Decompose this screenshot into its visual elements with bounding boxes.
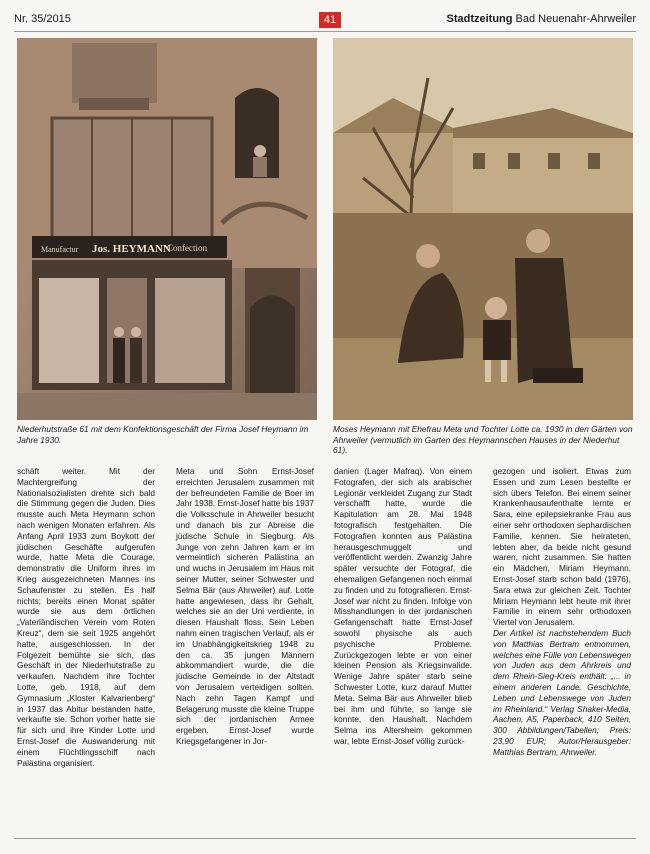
shop-facade-image: [17, 38, 317, 420]
column-2-text: Meta und Sohn Ernst-Josef erreichten Jerusalem zusammen mit der befreundeten Familie de Boer im Jahr 1938. Ernst-Josef hatte bis 1937 die Volksschule in Ahrweiler besucht und danach bis zur Abreise die jüdische Schule in Siegburg. Als Junge von zehn Jahren kam er im vermeintlich sicheren Palästina an und wuchs in Jerusalem im Haus mit seiner Mutter, seiner Schwester und Selma Bär (aus Ahrweiler) auf. Lotte hatte angewiesen, dass ihr Gehalt, welches sie an der Uni verdiente, in diesen Haushalt floss. Sein Leben nahm einen tragischen Verlauf, als er im Unabhängigkeitskrieg 1948 zu den ca. 35 jungen Männern abkommandiert wurde, die die jüdische Gemeinde in der Altstadt von Jerusalem verteidigen sollten. Nach zehn Tagen Kampf und Belagerung musste die kleine Truppe sich der jordanischen Armee ergeben. Ernst-Josef wurde Kriegsgefangener in Jor-: [176, 466, 314, 746]
issue-number: Nr. 35/2015: [14, 13, 71, 25]
newspaper-name-rest: Bad Neuenahr-Ahrweiler: [512, 13, 636, 25]
column-3-text: danien (Lager Mafraq). Von einem Fotografen, der sich als arabischer Legionär verkleidet Zugang zur Stadt verschafft hatte, wurde die Kapitulation am 28. Mai 1948 fotografisch festgehalten. Die Fotografien konnten aus Palästina herausgeschmuggelt und veröffentlicht werden. Zwanzig Jahre später versuchte der Fotograf, die ehemaligen Gefangenen noch einmal zu finden und zu fotografieren. Ernst-Josef war nicht zu finden. Infolge von Misshandlungen in der jordanischen Gefangenschaft hatte Ernst-Josef sowohl physische als auch psychische Probleme. Zurückgezogen lebte er von einer kleinen Pension als Kriegsinvalide. Wenige Jahre später starb seine Schwester Lotte, kurz darauf Mutter Meta. Selma Bär aus Ahrweiler blieb bei ihm und führte, so lange sie konnte, den Haushalt. Nachdem Selma ins Altersheim gekommen war, lebte Ernst-Josef völlig zurück-: [334, 466, 472, 746]
sign-main-text: Jos. HEYMANN: [92, 243, 171, 255]
sign-sub-text: Confection: [167, 243, 207, 253]
newspaper-name-bold: Stadtzeitung: [446, 13, 513, 25]
family-garden-image: [333, 38, 633, 420]
article-column-1: [17, 466, 155, 768]
article-column-3: [334, 466, 472, 747]
article-column-2: [176, 466, 314, 747]
caption-left: Niederhutstraße 61 mit dem Konfektionsgeschäft der Firma Josef Heymann im Jahre 1930.: [17, 424, 309, 445]
page-number-badge: 41: [319, 12, 341, 28]
shop-facade-photo: [17, 38, 317, 420]
caption-right: Moses Heymann mit Ehefrau Meta und Tochter Lotte ca. 1930 in den Gärten von Ahrweiler (vermutlich im Garten des Heymannschen Hauses in der Niederhut 61).: [333, 424, 633, 455]
family-garden-photo: [333, 38, 633, 420]
page-header: [14, 10, 636, 32]
sign-left-text: Manufactur: [41, 245, 79, 254]
footer-divider: [14, 838, 636, 839]
book-note-text: Der Artikel ist nachstehendem Buch von Matthias Bertram entnommen, welches eine Fülle von Lebenswegen von Juden aus dem Ahrkreis und dem Rhein-Sieg-Kreis enthält: „... in einem anderen Lande. Geschichte, Leben und Lebenswege von Juden im Rheinland.“ Verlag Shaker-Media, Aachen, A5, Paperback, 410 Seiten, 300 Abbildungen/Tabellen; Preis: 23,90 EUR; Autor/Herausgeber: Matthias Bertram, Ahrweiler.: [493, 627, 631, 757]
article-column-4: [493, 466, 631, 758]
newspaper-name: [446, 13, 636, 25]
column-1-text: schäft weiter. Mit der Machtergreifung der Nationalsozialisten drehte sich bald die Stimmung gegen die Juden. Dies musste auch Meta Heymann schon nach wenigen Monaten erfahren. Als Anfang April 1933 zum Boykott der jüdischen Geschäfte aufgerufen wurde, hatte Meta die Courage, demonstrativ die Uniform ihres im Krieg ausgezeichneten Mannes ins Schaufenster zu stellen. Es half nichts; bereits einen Monat später wurde sie aus dem örtlichen „Vaterländischen Verein vom Roten Kreuz“, dem sie seit 1925 angehört hatte, ausgeschlossen. In der Folgezeit bemühte sie sich, das Geschäft in der Niederhutstraße zu verkaufen. Nachdem ihre Tochter Lotte, geb. 1918, auf dem Gymnasium „Kloster Kalvarienberg“ in 1937 das Abitur bestanden hatte, verkaufte sie. Schon vorher hatte sie für sich und ihre Kinder Lotte und Ernst-Josef die Auswanderung mit einem Flüchtlingsschiff nach Palästina organisiert.: [17, 466, 155, 768]
column-4-text: gezogen und isoliert. Etwas zum Essen und zum Lesen bestellte er sich übers Telefon. Bei einem seiner Krankenhausaufenthalte lernte er Sara, eine epilepsiekranke Frau aus einer sehr orthodoxen sephardischen Familie, kennen. Sie heirateten, lebten aber, da beide nicht gesund waren, nicht zusammen. Sie hatten ein Mädchen, Miriam Heymann. Ernst-Josef starb schon bald (1976), Sara etwa zur gleichen Zeit. Tochter Miriam Heymann lebt heute mit ihrer Familie in einem sehr orthodoxen Viertel von Jerusalem.: [493, 466, 631, 628]
